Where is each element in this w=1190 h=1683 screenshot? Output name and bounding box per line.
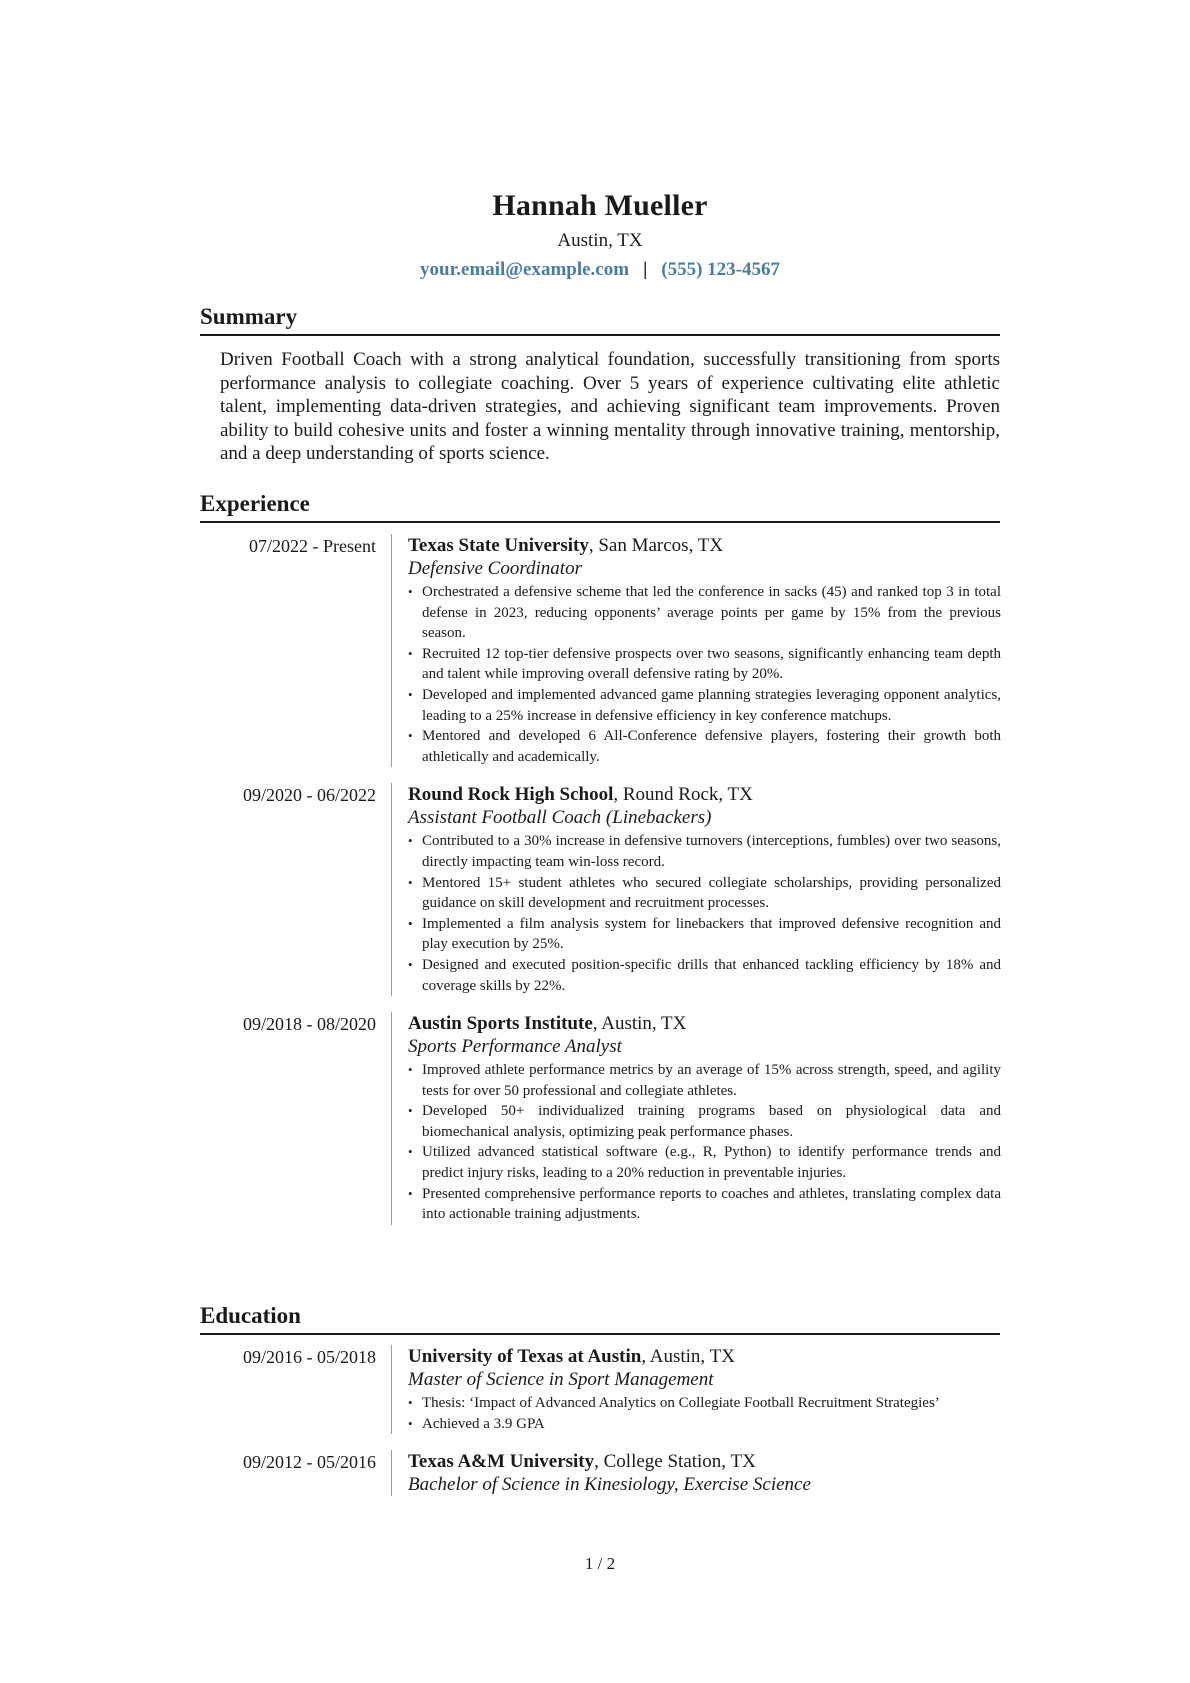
entry-organization xyxy=(408,534,1001,557)
bullet-item: • Utilized advanced statistical software (e.g., R, Python) to identify performance trends and predict injury risks, leading to a 20% reduction in preventable injuries. xyxy=(408,1142,1001,1183)
bullet-item: • Implemented a film analysis system for linebackers that improved defensive recognition and play execution by 25%. xyxy=(408,914,1001,955)
summary-heading: Summary xyxy=(200,303,1000,336)
entry-role: Assistant Football Coach (Linebackers) xyxy=(408,807,712,829)
phone-link[interactable]: (555) 123-4567 xyxy=(661,259,780,280)
entry-body xyxy=(391,1012,1001,1225)
summary-text: Driven Football Coach with a strong analytical foundation, successfully transitioning from sports performance analysis to collegiate coaching. Over 5 years of experience cultivating elite athletic talent, implementing data-driven strategies, and achieving significant team improvements. Proven ability to build cohesive units and foster a winning mentality through innovative training, mentorship, and a deep understanding of sports science. xyxy=(220,349,1000,464)
resume-header xyxy=(200,188,1000,283)
bullet-item: • Presented comprehensive performance reports to coaches and athletes, translating complex data into actionable training adjustments. xyxy=(408,1184,1001,1225)
entry-role: Bachelor of Science in Kinesiology, Exercise Science xyxy=(408,1474,811,1496)
education-section xyxy=(200,1302,1000,1496)
entry-organization xyxy=(408,783,1001,806)
entry-bullets xyxy=(408,831,1001,996)
education-heading: Education xyxy=(200,1302,1000,1335)
education-entry xyxy=(200,1450,1000,1496)
experience-entry xyxy=(200,783,1000,996)
entry-date: 09/2016 - 05/2018 xyxy=(243,1347,376,1367)
organization-place: , Round Rock, TX xyxy=(613,784,753,806)
organization-place: , Austin, TX xyxy=(592,1013,687,1035)
entry-body xyxy=(391,1450,1001,1496)
entry-role: Master of Science in Sport Management xyxy=(408,1369,714,1390)
bullet-item: • Developed and implemented advanced game planning strategies leveraging opponent analytics, leading to a 25% increase in defensive efficiency in key conference matchups. xyxy=(408,685,1001,726)
organization-name: Texas State University xyxy=(408,535,589,556)
organization-name: Texas A&M University xyxy=(408,1451,595,1473)
entry-body xyxy=(391,1345,1001,1434)
entry-date: 09/2020 - 06/2022 xyxy=(243,785,376,806)
experience-section xyxy=(200,490,1000,1225)
experience-entry xyxy=(200,1012,1000,1225)
bullet-item: • Contributed to a 30% increase in defensive turnovers (interceptions, fumbles) over two seasons, directly impacting team win-loss record. xyxy=(408,831,1001,872)
summary-section xyxy=(200,303,1000,466)
experience-heading: Experience xyxy=(200,490,1000,523)
bullet-item: • Achieved a 3.9 GPA xyxy=(408,1414,1001,1435)
candidate-location: Austin, TX xyxy=(557,230,643,251)
organization-name: Round Rock High School xyxy=(408,784,614,806)
organization-place: , San Marcos, TX xyxy=(588,535,724,556)
entry-organization xyxy=(408,1345,1001,1368)
entry-bullets xyxy=(408,582,1001,767)
email-link[interactable]: your.email@example.com xyxy=(420,259,630,280)
organization-name: University of Texas at Austin xyxy=(408,1346,642,1367)
bullet-item: • Developed 50+ individualized training programs based on physiological data and biomechanical analysis, optimizing peak performance phases. xyxy=(408,1101,1001,1142)
entry-date: 07/2022 - Present xyxy=(249,536,376,556)
bullet-item: • Thesis: ‘Impact of Advanced Analytics on Collegiate Football Recruitment Strategies’ xyxy=(408,1393,1001,1414)
organization-place: , College Station, TX xyxy=(594,1451,756,1473)
bullet-item: • Mentored 15+ student athletes who secured collegiate scholarships, providing personalized guidance on skill development and recruitment processes. xyxy=(408,873,1001,914)
entry-body xyxy=(391,783,1001,996)
bullet-item: • Mentored and developed 6 All-Conference defensive players, fostering their growth both athletically and academically. xyxy=(408,726,1001,767)
contact-line xyxy=(200,257,1000,283)
entry-role: Sports Performance Analyst xyxy=(408,1036,622,1058)
entry-organization xyxy=(408,1012,1001,1035)
bullet-item: • Orchestrated a defensive scheme that led the conference in sacks (45) and ranked top 3 in total defense in 2023, reducing opponents’ average points per game by 15% from the previous season. xyxy=(408,582,1001,644)
experience-entry xyxy=(200,534,1000,767)
entry-date: 09/2018 - 08/2020 xyxy=(243,1014,376,1035)
candidate-name: Hannah Mueller xyxy=(492,189,708,222)
entry-organization xyxy=(408,1450,1001,1473)
entry-date: 09/2012 - 05/2016 xyxy=(243,1452,376,1473)
bullet-item: • Designed and executed position-specific drills that enhanced tackling efficiency by 18% and coverage skills by 22%. xyxy=(408,955,1001,996)
organization-name: Austin Sports Institute xyxy=(408,1013,593,1035)
contact-separator: | xyxy=(643,259,648,280)
bullet-item: • Improved athlete performance metrics by an average of 15% across strength, speed, and agility tests for over 50 professional and collegiate athletes. xyxy=(408,1060,1001,1101)
entry-role: Defensive Coordinator xyxy=(408,558,582,579)
organization-place: , Austin, TX xyxy=(641,1346,735,1367)
page-number: 1 / 2 xyxy=(584,1554,616,1573)
bullet-item: • Recruited 12 top-tier defensive prospects over two seasons, significantly enhancing team depth and talent while improving overall defensive rating by 20%. xyxy=(408,644,1001,685)
entry-bullets xyxy=(408,1060,1001,1225)
entry-body xyxy=(391,534,1001,767)
entry-bullets xyxy=(408,1393,1001,1434)
education-entry xyxy=(200,1345,1000,1434)
